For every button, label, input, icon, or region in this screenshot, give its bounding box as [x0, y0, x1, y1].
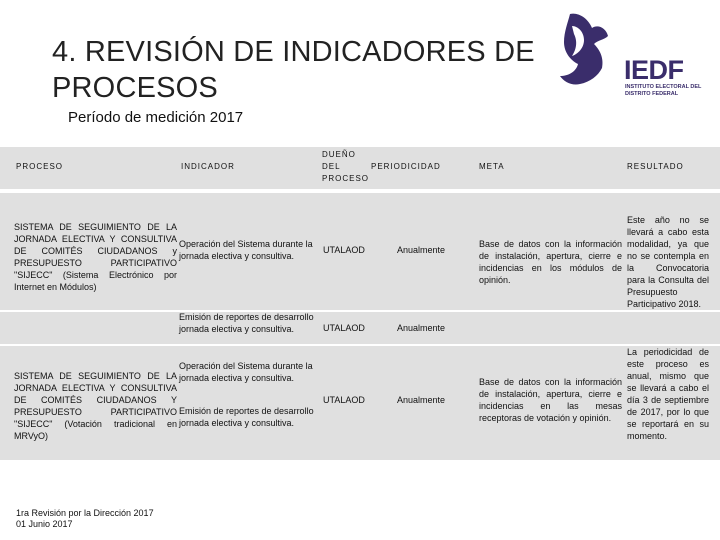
row2-indicador: Emisión de reportes de desarrollo jornada electiva y consultiva. — [179, 312, 314, 334]
row3-indicador-a: Operación del Sistema durante la jornada electiva y consultiva. — [179, 361, 313, 383]
row1-indicador: Operación del Sistema durante la jornada electiva y consultiva. — [179, 239, 313, 261]
row3-resultado: La periodicidad de este proceso es anual, mismo que se llevará a cabo el día 3 de septiembre de 2017, por lo que se reportará en su momento. — [627, 347, 709, 441]
row1-dueno: UTALAOD — [323, 245, 365, 255]
header-meta: META — [479, 162, 505, 171]
header-resultado: RESULTADO — [627, 162, 684, 171]
row2-dueno: UTALAOD — [323, 323, 365, 333]
iedf-logo — [548, 10, 708, 105]
logo-text: IEDF — [624, 55, 684, 85]
page-title: 4. REVISIÓN DE INDICADORES DE PROCESOS — [52, 36, 535, 104]
logo-subtext: INSTITUTO ELECTORAL DEL DISTRITO FEDERAL — [625, 84, 702, 97]
footer-note — [16, 508, 154, 530]
header-dueno: DUEÑO DEL PROCESO — [322, 150, 370, 183]
row1-periodicidad: Anualmente — [397, 245, 446, 255]
row2-periodicidad: Anualmente — [397, 323, 446, 333]
row3-meta: Base de datos con la información de instalación, apertura, cierre e incidencias en las mesas receptoras de votación y opinión. — [479, 377, 622, 423]
footer-line-2: 01 Junio 2017 — [16, 519, 73, 529]
row3-proceso: SISTEMA DE SEGUIMIENTO DE LA JORNADA ELECTIVA Y CONSULTIVA DE COMITÉS CIUDADANOS Y PRESUPUESTO PARTICIPATIVO "SIJECC" (Votación tradicional en MRVyO) — [14, 371, 177, 441]
row1-proceso: SISTEMA DE SEGUIMIENTO DE LA JORNADA ELECTIVA Y CONSULTIVA DE COMITÉS CIUDADANOS y PRESUPUESTO PARTICIPATIVO "SIJECC" (Sistema Electrónico por Internet en Módulos) — [14, 222, 177, 292]
row3-dueno: UTALAOD — [323, 395, 365, 405]
header-indicador: INDICADOR — [181, 162, 235, 171]
footer-line-1: 1ra Revisión por la Dirección 2017 — [16, 508, 154, 518]
row3-indicador-b: Emisión de reportes de desarrollo jornada electiva y consultiva. — [179, 406, 314, 428]
header-proceso: PROCESO — [16, 162, 64, 171]
row1-meta: Base de datos con la información de instalación, apertura, cierre e incidencias en los módulos de opinión. — [479, 239, 622, 285]
row1-resultado: Este año no se llevará a cabo esta modalidad, ya que no se contempla en la Convocatoria para la Consulta del Presupuesto Participativo 2018. — [627, 215, 709, 309]
page-subtitle: Período de medición 2017 — [68, 109, 244, 126]
row3-periodicidad: Anualmente — [397, 395, 446, 405]
dove-emblem-icon — [548, 10, 628, 90]
header-periodicidad: PERIODICIDAD — [371, 162, 441, 171]
